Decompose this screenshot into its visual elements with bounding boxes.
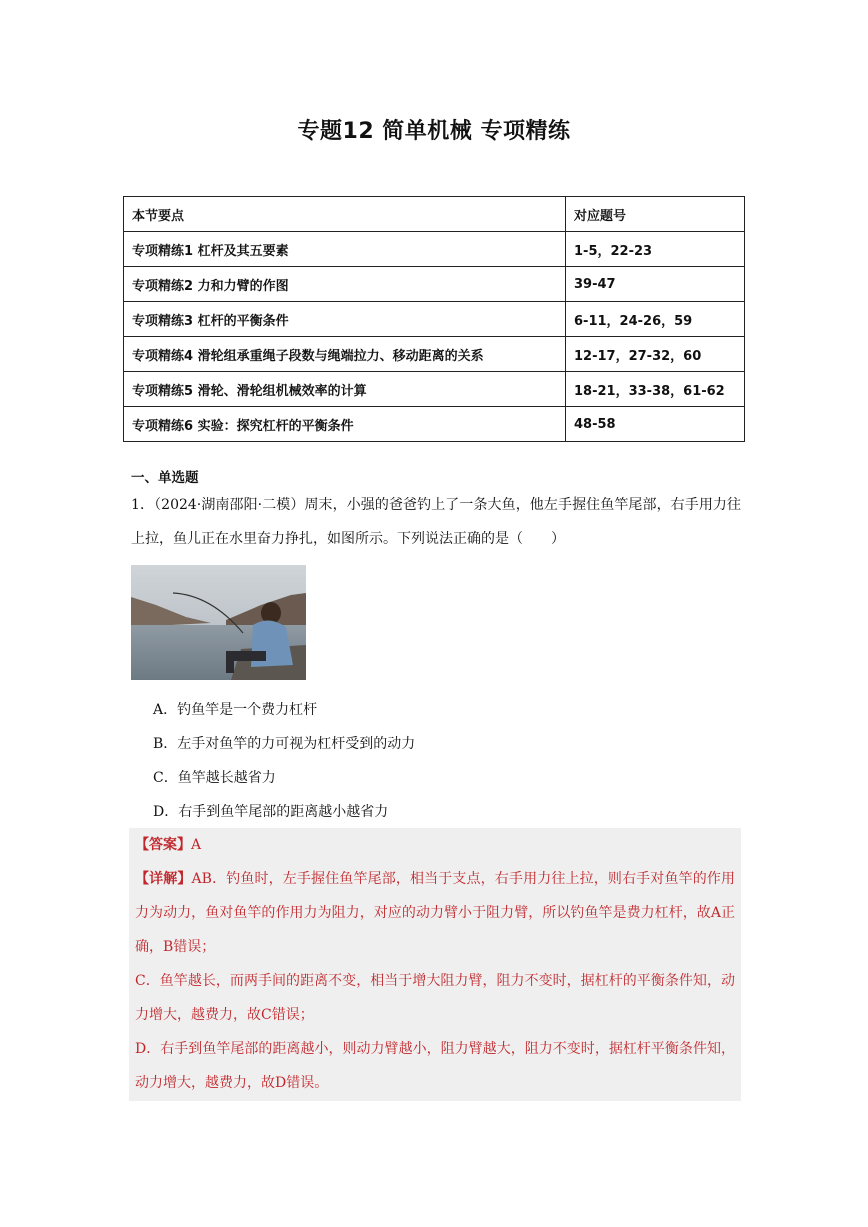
- detail-line: D．右手到鱼竿尾部的距离越小，则动力臂越小，阻力臂越大，阻力不变时，据杠杆平衡条件知，动力增大，越费力，故D错误。: [135, 1041, 735, 1091]
- table-header-cell: 本节要点: [124, 197, 566, 232]
- page-title: 专题12 简单机械 专项精练: [297, 119, 571, 144]
- table-row: [124, 337, 745, 372]
- table-cell: 39-47: [566, 267, 745, 302]
- answer-value: A: [191, 837, 202, 853]
- detail-line: [135, 862, 735, 964]
- table-row: [124, 267, 745, 302]
- table-row: [124, 232, 745, 267]
- table-cell: 专项精练6 实验：探究杠杆的平衡条件: [124, 407, 566, 442]
- table-cell: 专项精练3 杠杆的平衡条件: [124, 302, 566, 337]
- option-b: B．左手对鱼竿的力可视为杠杆受到的动力: [153, 736, 416, 752]
- options-list: [153, 693, 415, 829]
- table-cell: 6-11，24-26，59: [566, 302, 745, 337]
- table-row: [124, 407, 745, 442]
- answer-box: [129, 828, 741, 1101]
- table-cell: 12-17，27-32，60: [566, 337, 745, 372]
- table-header-cell: 对应题号: [566, 197, 745, 232]
- table-cell: 专项精练2 力和力臂的作图: [124, 267, 566, 302]
- table-cell: 18-21，33-38，61-62: [566, 372, 745, 407]
- detail-text: AB．钓鱼时，左手握住鱼竿尾部，相当于支点，右手用力往上拉，则右手对鱼竿的作用力为动力，鱼对鱼竿的作用力为阻力，对应的动力臂小于阻力臂，所以钓鱼竿是费力杠杆，故A正确，B错误；: [135, 871, 735, 955]
- detail-line: C．鱼竿越长，而两手间的距离不变，相当于增大阻力臂，阻力不变时，据杠杆的平衡条件知，动力增大，越费力，故C错误；: [135, 973, 735, 1023]
- option-a: A．钓鱼竿是一个费力杠杆: [153, 702, 318, 718]
- table-cell: 专项精练4 滑轮组承重绳子段数与绳端拉力、移动距离的关系: [124, 337, 566, 372]
- fishing-photo-icon: [131, 565, 306, 680]
- option-d: D．右手到鱼竿尾部的距离越小越省力: [153, 804, 389, 820]
- answer-line: [135, 828, 735, 862]
- question-stem: 1．（2024·湖南邵阳·二模）周末，小强的爸爸钓上了一条大鱼，他左手握住鱼竿尾部，右手用力往上拉，鱼儿正在水里奋力挣扎，如图所示。下列说法正确的是（ ）: [131, 497, 741, 547]
- table-cell: 48-58: [566, 407, 745, 442]
- table-cell: 专项精练1 杠杆及其五要素: [124, 232, 566, 267]
- detail-label: 【详解】: [135, 871, 192, 887]
- section-title: 一、单选题: [131, 470, 199, 486]
- table-row: [124, 372, 745, 407]
- table-header-row: [124, 197, 745, 232]
- table-row: [124, 302, 745, 337]
- table-cell: 专项精练5 滑轮、滑轮组机械效率的计算: [124, 372, 566, 407]
- option-c: C．鱼竿越长越省力: [153, 770, 276, 786]
- table-cell: 1-5，22-23: [566, 232, 745, 267]
- answer-label: 【答案】: [135, 837, 191, 853]
- topic-table: [123, 196, 745, 442]
